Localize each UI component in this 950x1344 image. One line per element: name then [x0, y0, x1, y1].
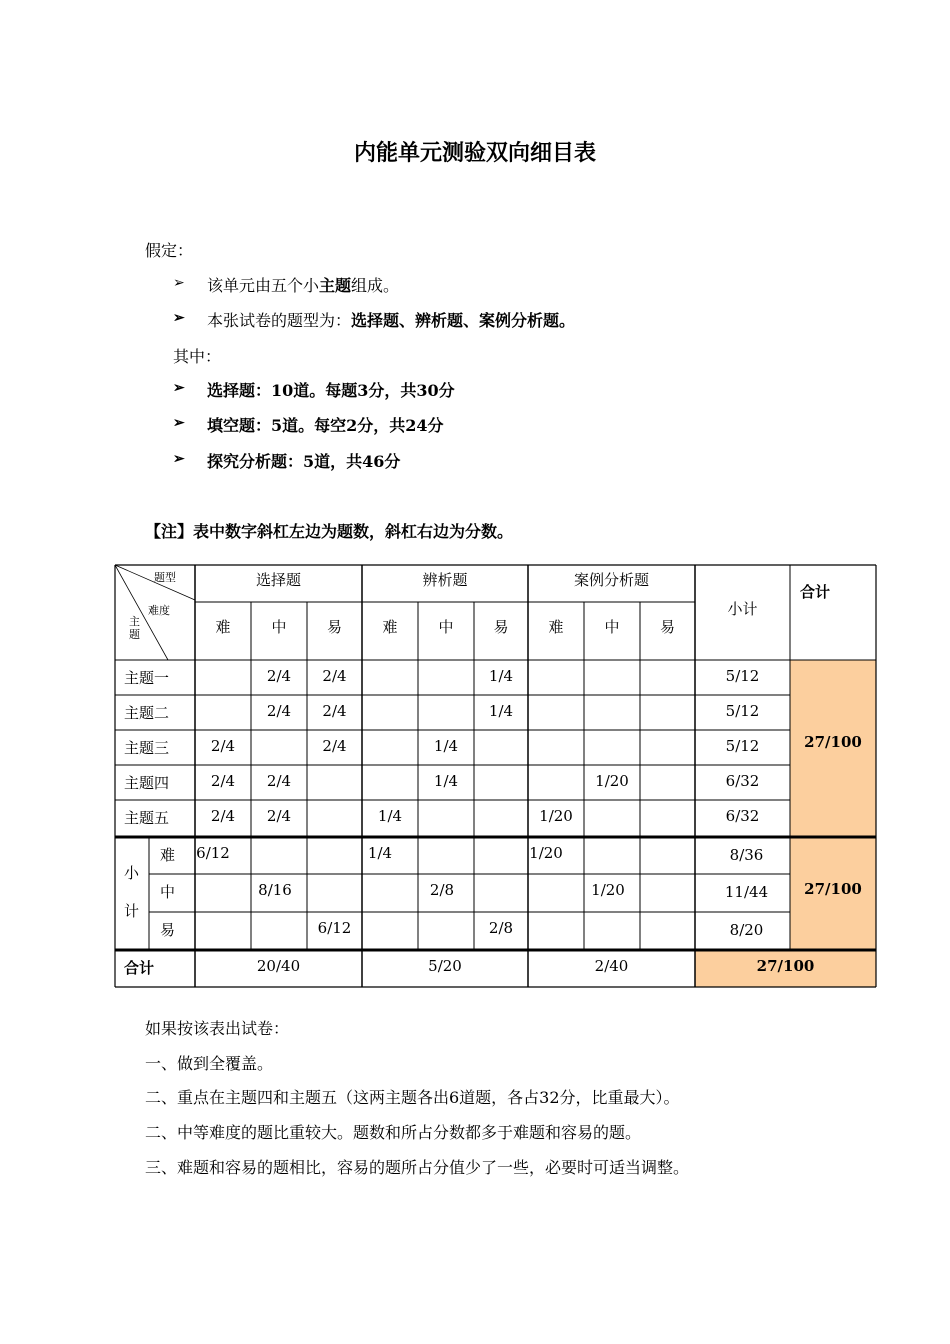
table-cell: 2/4	[210, 772, 236, 790]
table-cell: 1/20	[529, 844, 563, 862]
difficulty-header: 易	[493, 618, 509, 636]
difficulty-header: 难	[382, 618, 398, 636]
table-cell: 2/4	[322, 737, 347, 755]
table-cell: 2/4	[322, 702, 347, 720]
bullet-item-choice: 选择题：10道。每题3分，共30分	[207, 381, 455, 400]
difficulty-row-label: 易	[160, 921, 176, 939]
column-group-header: 案例分析题	[573, 571, 650, 589]
table-cell: 2/8	[488, 919, 514, 937]
topic-row-label: 主题三	[124, 739, 170, 757]
topic-row-label: 主题二	[124, 704, 170, 722]
topic-row-label: 主题五	[124, 809, 170, 827]
difficulty-header: 易	[659, 618, 676, 636]
table-cell: 1/4	[488, 702, 514, 720]
difficulty-header: 易	[326, 618, 343, 636]
table-cell: 6/12	[317, 919, 352, 937]
table-cell: 1/20	[539, 807, 573, 825]
subtotal-row-label: 计	[124, 902, 140, 920]
row-subtotal: 6/32	[725, 772, 760, 790]
conclusion-intro: 如果按该表出试卷：	[145, 1019, 290, 1038]
table-cell: 1/4	[433, 737, 459, 755]
bullet-item-inquiry: 探究分析题：5道，共46分	[207, 452, 401, 471]
arrow-bullet-icon: ➢	[173, 451, 185, 467]
subtotal-row-label: 小	[124, 864, 140, 882]
arrow-bullet-icon: ➢	[173, 275, 185, 291]
subtotal-total: 27/100	[804, 880, 862, 898]
table-cell: 2/4	[266, 772, 292, 790]
group-total: 20/40	[256, 957, 301, 975]
table-cell: 2/4	[266, 667, 292, 685]
table-cell: 1/4	[367, 844, 393, 862]
arrow-bullet-icon: ➢	[173, 380, 185, 396]
bullet-item-types: 本张试卷的题型为：选择题、辨析题、案例分析题。	[207, 311, 576, 330]
table-cell: 2/8	[429, 881, 455, 899]
table-cell: 2/4	[322, 667, 347, 685]
table-cell: 2/4	[266, 702, 292, 720]
table-cell: 8/16	[258, 881, 292, 899]
group-total: 2/40	[594, 957, 629, 975]
topic-total: 27/100	[804, 733, 862, 751]
corner-difficulty-label: 难度	[148, 604, 170, 617]
table-note: 【注】表中数字斜杠左边为题数，斜杠右边为分数。	[145, 522, 514, 541]
subtotal-header: 小计	[727, 600, 758, 618]
table-cell: 1/4	[377, 807, 403, 825]
arrow-bullet-icon: ➢	[173, 310, 185, 326]
arrow-bullet-icon: ➢	[173, 415, 185, 431]
corner-topic-label: 题	[129, 628, 140, 641]
group-total: 5/20	[428, 957, 462, 975]
row-subtotal: 8/36	[729, 846, 764, 864]
assume-label: 假定：	[145, 241, 194, 260]
difficulty-row-label: 中	[160, 883, 176, 901]
row-subtotal: 8/20	[729, 921, 764, 939]
corner-topic-label: 主	[129, 615, 140, 628]
total-row-label: 合计	[124, 959, 155, 977]
bullet-item-topics: 该单元由五个小主题组成。	[207, 276, 400, 295]
row-subtotal: 11/44	[724, 883, 769, 901]
row-subtotal: 5/12	[725, 737, 760, 755]
table-cell: 1/4	[488, 667, 514, 685]
table-cell: 6/12	[196, 844, 230, 862]
difficulty-header: 中	[438, 618, 454, 636]
conclusion-item: 二、中等难度的题比重较大。题数和所占分数都多于难题和容易的题。	[145, 1123, 642, 1142]
table-cell: 2/4	[210, 807, 236, 825]
table-cell: 1/20	[595, 772, 629, 790]
difficulty-header: 难	[548, 618, 564, 636]
conclusion-item: 二、重点在主题四和主题五（这两主题各出6道题，各占32分，比重最大）。	[145, 1088, 680, 1107]
corner-type-label: 题型	[154, 571, 176, 584]
row-subtotal: 6/32	[725, 807, 760, 825]
table-cell: 1/4	[433, 772, 459, 790]
table-cell: 2/4	[210, 737, 236, 755]
among-label: 其中：	[173, 347, 222, 366]
table-cell: 2/4	[266, 807, 292, 825]
bullet-item-fill: 填空题：5道。每空2分，共24分	[207, 416, 444, 435]
difficulty-row-label: 难	[160, 846, 176, 864]
conclusion-item: 三、难题和容易的题相比，容易的题所占分值少了一些，必要时可适当调整。	[145, 1158, 690, 1177]
topic-row-label: 主题四	[124, 774, 170, 792]
topic-row-label: 主题一	[124, 669, 170, 687]
table-cell: 1/20	[591, 881, 625, 899]
total-header: 合计	[800, 583, 831, 601]
difficulty-header: 中	[604, 618, 620, 636]
conclusion-item: 一、做到全覆盖。	[145, 1054, 274, 1073]
difficulty-header: 中	[271, 618, 287, 636]
row-subtotal: 5/12	[725, 667, 760, 685]
row-subtotal: 5/12	[725, 702, 760, 720]
column-group-header: 选择题	[255, 571, 302, 589]
grand-total: 27/100	[756, 957, 815, 975]
page-title: 内能单元测验双向细目表	[353, 141, 596, 166]
column-group-header: 辨析题	[422, 571, 468, 589]
difficulty-header: 难	[215, 618, 231, 636]
